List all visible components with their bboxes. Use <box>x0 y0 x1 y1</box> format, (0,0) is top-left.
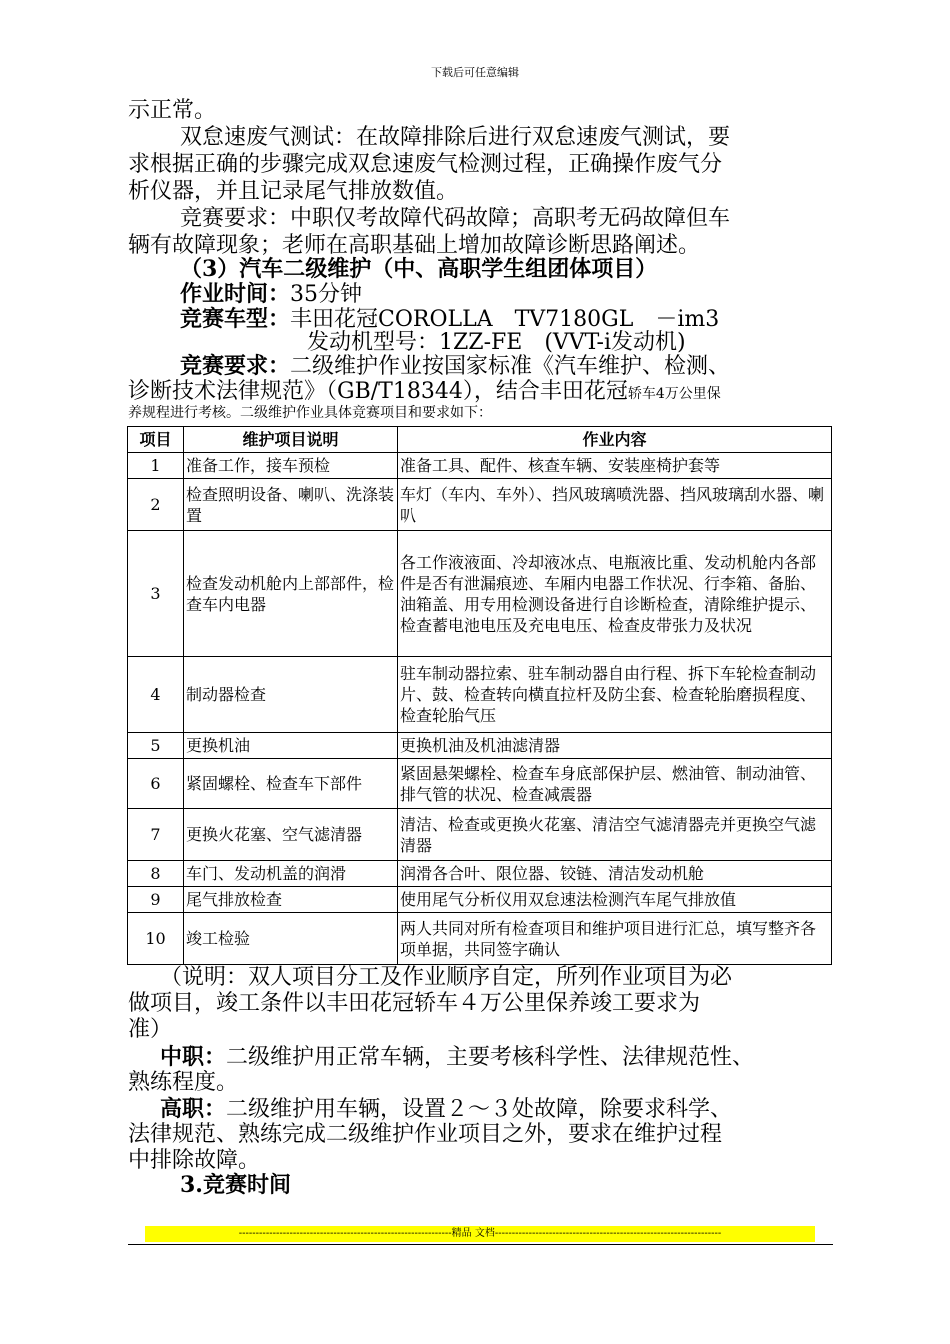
text-line: 竞赛要求：中职仅考故障代码故障；高职考无码故障但车 <box>180 206 731 231</box>
work-time-label: 作业时间： <box>180 281 291 307</box>
work-time-value: 35分钟 <box>290 282 363 307</box>
row-number: 1 <box>128 453 184 479</box>
requirements <box>180 352 730 381</box>
table-row <box>128 887 832 913</box>
requirements-label: 竞赛要求： <box>180 353 291 379</box>
page-header: 下载后可任意编辑 <box>431 66 519 79</box>
row-item: 紧固螺栓、检查车下部件 <box>184 759 398 809</box>
table-row <box>128 913 832 965</box>
table-row <box>128 479 832 531</box>
table-row <box>128 861 832 887</box>
footer-divider <box>128 1244 833 1245</box>
requirements-value: 二级维护作业按国家标准《汽车维护、检测、 <box>290 354 731 379</box>
row-item: 更换火花塞、空气滤清器 <box>184 809 398 861</box>
car-model-label: 竞赛车型： <box>180 306 291 332</box>
row-content: 清洁、检查或更换火花塞、清洁空气滤清器壳并更换空气滤清器 <box>398 809 832 861</box>
mid-level-label: 中职： <box>160 1044 227 1070</box>
table-header: 维护项目说明 <box>184 427 398 453</box>
row-content: 两人共同对所有检查项目和维护项目进行汇总，填写整齐各项单据，共同签字确认 <box>398 913 832 965</box>
text-line: 析仪器，并且记录尾气排放数值。 <box>128 179 459 204</box>
row-item: 检查照明设备、喇叭、洗涤装置 <box>184 479 398 531</box>
row-content: 使用尾气分析仪用双怠速法检测汽车尾气排放值 <box>398 887 832 913</box>
row-number: 10 <box>128 913 184 965</box>
car-model-value: 丰田花冠COROLLA TV7180GL －im3 <box>290 307 720 332</box>
row-content: 更换机油及机油滤清器 <box>398 733 832 759</box>
table-row <box>128 809 832 861</box>
row-number: 2 <box>128 479 184 531</box>
row-item: 检查发动机舱内上部部件，检查车内电器 <box>184 531 398 657</box>
text-line: 法律规范、熟练完成二级维护作业项目之外，要求在维护过程 <box>128 1122 723 1147</box>
text-line: 熟练程度。 <box>128 1070 239 1095</box>
high-level-value: 二级维护用车辆，设置２～３处故障，除要求科学、 <box>226 1097 733 1122</box>
section-heading: 3.竞赛时间 <box>180 1172 291 1198</box>
table-row <box>128 453 832 479</box>
row-number: 3 <box>128 531 184 657</box>
section-title: （3）汽车二级维护（中、高职学生组团体项目） <box>180 256 658 282</box>
row-item: 制动器检查 <box>184 657 398 733</box>
mid-level-value: 二级维护用正常车辆，主要考核科学性、法律规范性、 <box>226 1045 755 1070</box>
row-number: 9 <box>128 887 184 913</box>
row-number: 7 <box>128 809 184 861</box>
engine-model: 发动机型号：1ZZ-FE (VVT-i发动机) <box>307 330 686 355</box>
table-row <box>128 759 832 809</box>
row-content: 润滑各合叶、限位器、铰链、清洁发动机舱 <box>398 861 832 887</box>
row-content: 准备工具、配件、核查车辆、安装座椅护套等 <box>398 453 832 479</box>
table-row <box>128 657 832 733</box>
row-number: 5 <box>128 733 184 759</box>
row-item: 更换机油 <box>184 733 398 759</box>
table-row <box>128 733 832 759</box>
row-content: 驻车制动器拉索、驻车制动器自由行程、拆下车轮检查制动片、鼓、检查转向横直拉杆及防尘套、检查轮胎磨损程度、检查轮胎气压 <box>398 657 832 733</box>
mid-level <box>160 1043 754 1072</box>
table-header: 项目 <box>128 427 184 453</box>
text-line: 养规程进行考核。二级维护作业具体竞赛项目和要求如下： <box>128 405 492 421</box>
text-line: 求根据正确的步骤完成双怠速废气检测过程，正确操作废气分 <box>128 152 723 177</box>
row-number: 8 <box>128 861 184 887</box>
text-line: 准） <box>128 1017 173 1042</box>
row-content: 各工作液液面、冷却液冰点、电瓶液比重、发动机舱内各部件是否有泄漏痕迹、车厢内电器工作状况、行李箱、备胎、油箱盖、用专用检测设备进行自诊断检查，清除维护提示、检查蓄电池电压及充电电压、检查皮带张力及状况 <box>398 531 832 657</box>
row-item: 尾气排放检查 <box>184 887 398 913</box>
text-line: 做项目，竣工条件以丰田花冠轿车４万公里保养竣工要求为 <box>128 991 701 1016</box>
table-header: 作业内容 <box>398 427 832 453</box>
text-line: 辆有故障现象；老师在高职基础上增加故障诊断思路阐述。 <box>128 233 701 258</box>
text-segment: 轿车4万公里保 <box>627 386 721 402</box>
row-content: 车灯（车内、车外）、挡风玻璃喷洗器、挡风玻璃刮水器、喇叭 <box>398 479 832 531</box>
row-item: 准备工作，接车预检 <box>184 453 398 479</box>
row-item: 车门、发动机盖的润滑 <box>184 861 398 887</box>
text-line: 示正常。 <box>128 98 217 123</box>
footer-band: ---------------------------------------------------------------精品 文档------------------------------------------------------------------- <box>145 1226 815 1242</box>
row-number: 6 <box>128 759 184 809</box>
text-line: 中排除故障。 <box>128 1148 261 1173</box>
text-line: （说明：双人项目分工及作业顺序自定，所列作业项目为必 <box>160 965 733 990</box>
row-content: 紧固悬架螺栓、检查车身底部保护层、燃油管、制动油管、排气管的状况、检查减震器 <box>398 759 832 809</box>
text-line: 双怠速废气测试：在故障排除后进行双怠速废气测试，要 <box>180 125 731 150</box>
row-item: 竣工检验 <box>184 913 398 965</box>
text-segment: 诊断技术法律规范》（GB/T18344），结合丰田花冠 <box>128 379 628 404</box>
row-number: 4 <box>128 657 184 733</box>
maintenance-table <box>127 426 832 965</box>
high-level-label: 高职： <box>160 1096 227 1122</box>
table-row <box>128 531 832 657</box>
high-level <box>160 1095 732 1124</box>
